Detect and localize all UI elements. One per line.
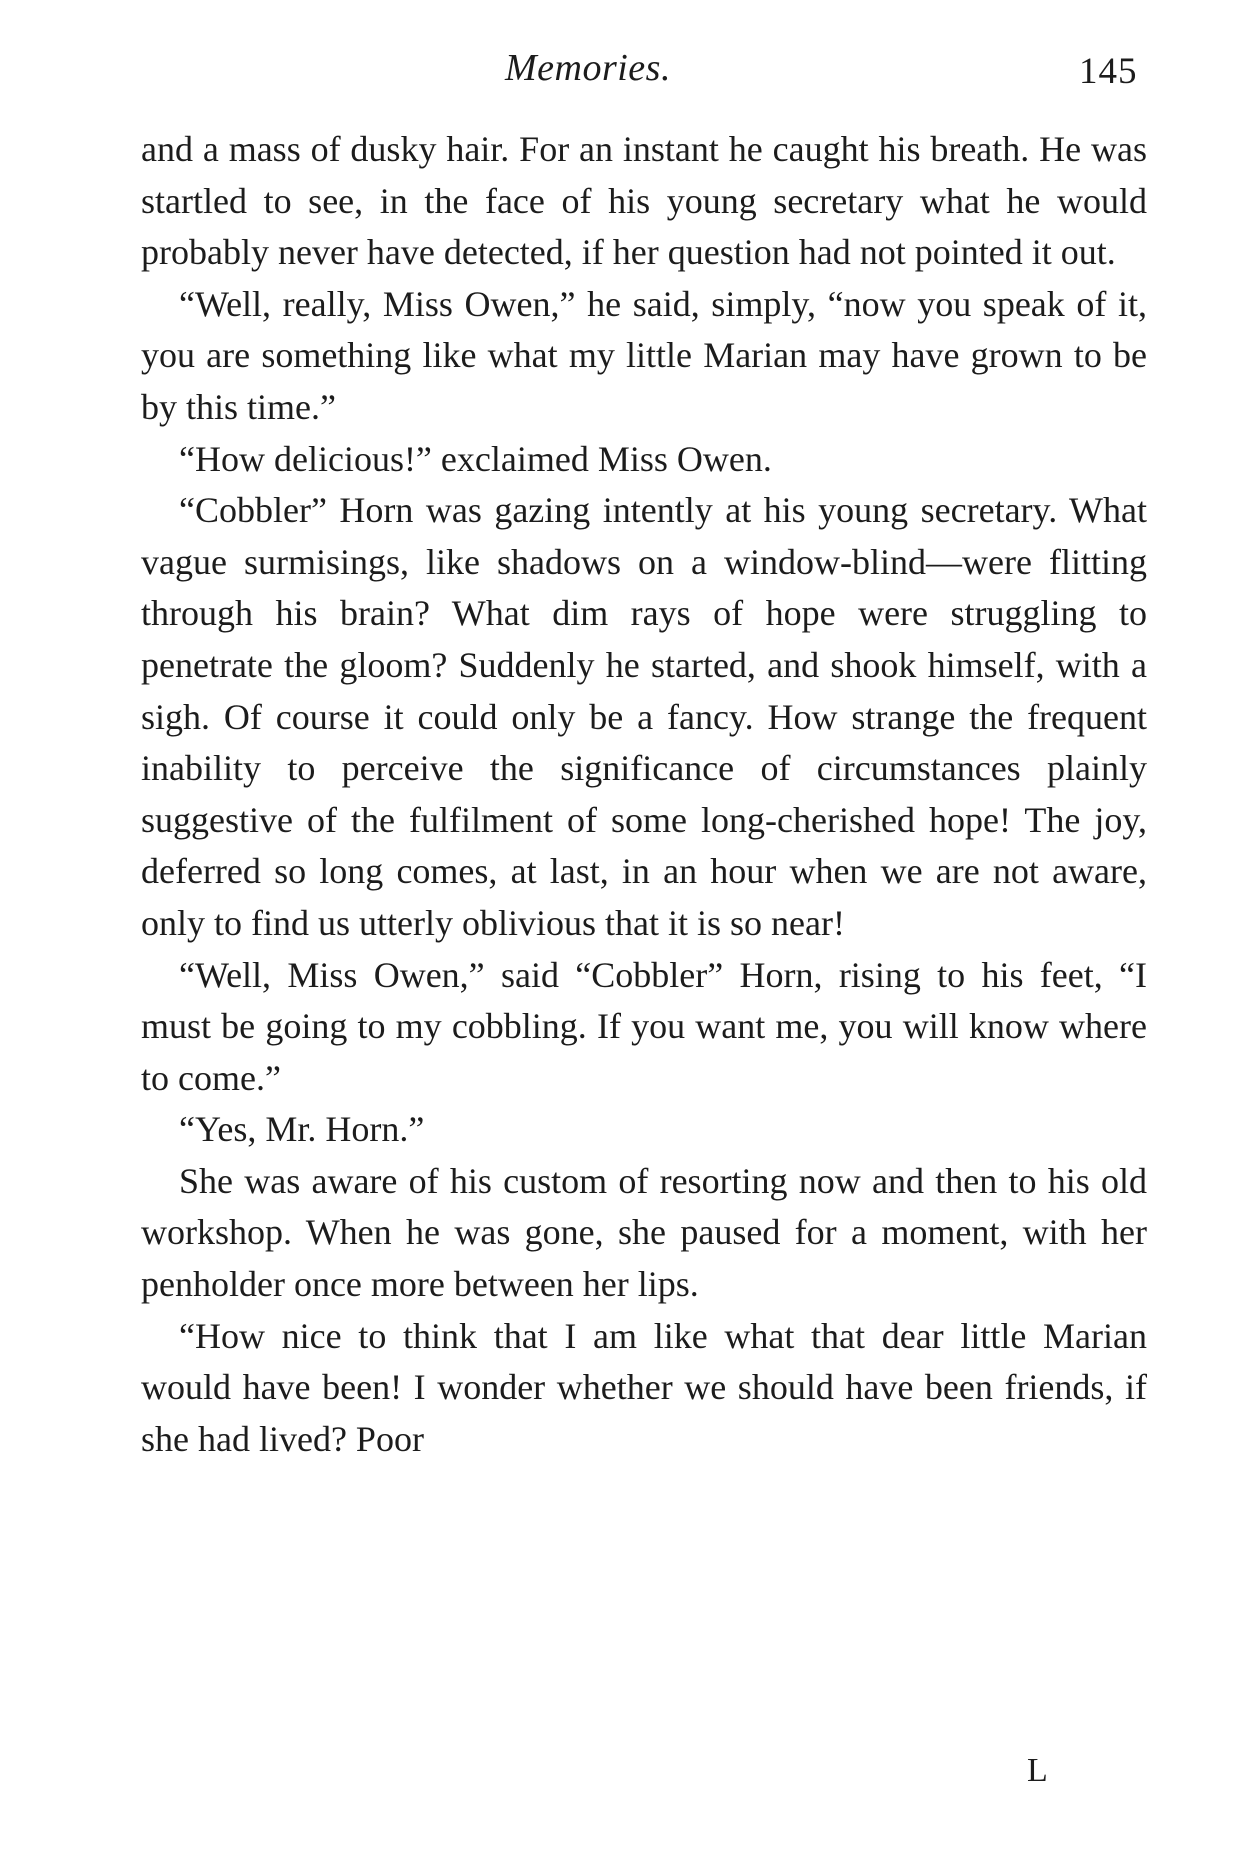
paragraph: “Well, Miss Owen,” said “Cobbler” Horn, rising to his feet, “I must be going to my cobbling. If you want me, you will know where to come.” xyxy=(141,954,1147,1098)
paragraph: and a mass of dusky hair. For an instant he caught his breath. He was startled to see, in the face of his young secretary what he would probably never have detected, if her question had not pointed it out. xyxy=(141,129,1147,273)
paragraph: She was aware of his custom of resorting now and then to his old workshop. When he was gone, she paused for a moment, with her penholder once more between her lips. xyxy=(141,1160,1147,1305)
body-text xyxy=(141,124,1147,1465)
paragraph: “Cobbler” Horn was gazing intently at his young secretary. What vague surmisings, like shadows on a window-blind—were flitting through his brain? What dim rays of hope were struggling to penetrate the gloom? Suddenly he started, and shook himself, with a sigh. Of course it could only be a fancy. How strange the frequent inability to perceive the significance of circumstances plainly suggestive of the fulfilment of some long-cherished hope! The joy, deferred so long comes, at last, in an hour when we are not aware, only to find us utterly oblivious that it is so near! xyxy=(141,490,1147,943)
paragraph: “How nice to think that I am like what that dear little Marian would have been! I wonder whether we should have been friends, if she had lived? Poor xyxy=(141,1315,1147,1459)
running-title: Memories. xyxy=(505,47,671,89)
paragraph: “Yes, Mr. Horn.” xyxy=(179,1109,425,1150)
paragraph: “How delicious!” exclaimed Miss Owen. xyxy=(179,438,772,479)
page-number: 145 xyxy=(1079,51,1138,92)
paragraph: “Well, really, Miss Owen,” he said, simply, “now you speak of it, you are something like what my little Marian may have grown to be by this time.” xyxy=(141,283,1147,427)
signature-mark: L xyxy=(1027,1752,1049,1789)
